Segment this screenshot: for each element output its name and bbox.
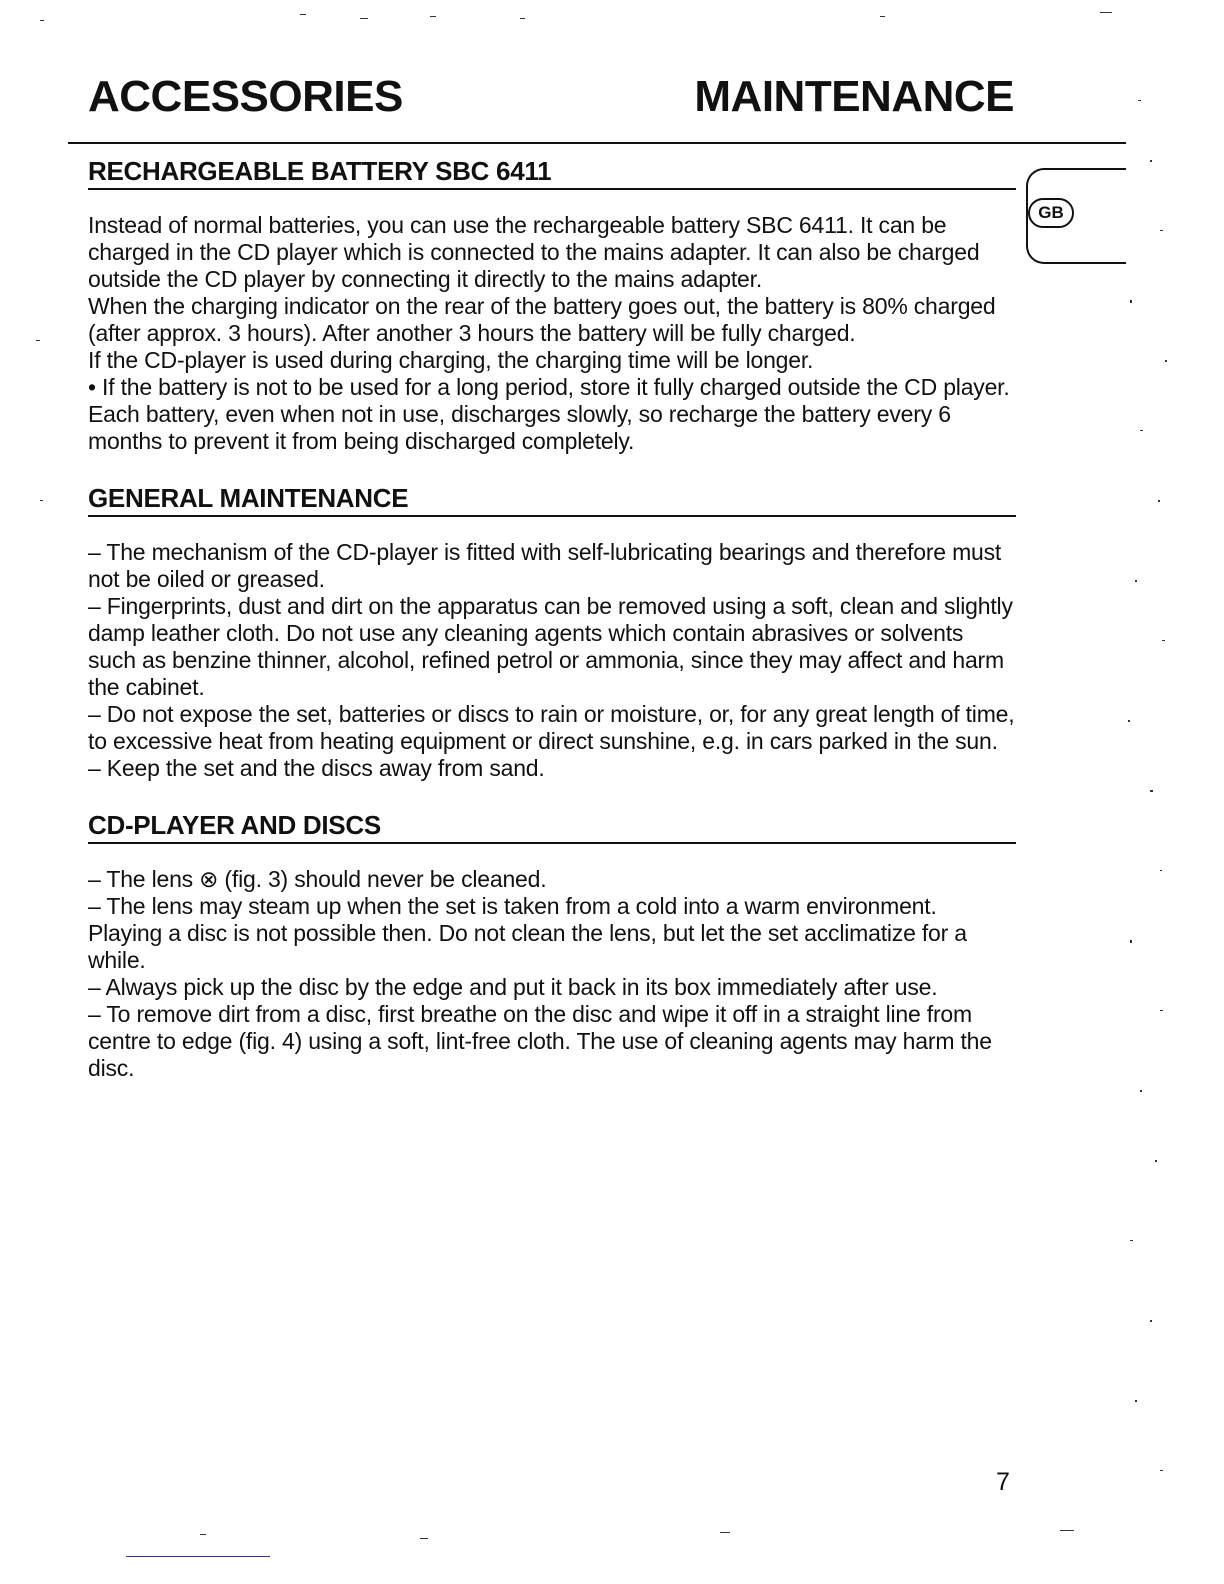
header-accessories: ACCESSORIES [88, 72, 403, 121]
section-heading: GENERAL MAINTENANCE [88, 483, 1016, 517]
list-item: – Always pick up the disc by the edge and put it back in its box immediately after use. [88, 974, 938, 1000]
list-item: – Keep the set and the discs away from sand. [88, 755, 545, 781]
page-number: 7 [996, 1468, 1010, 1496]
language-badge: GB [1028, 198, 1074, 228]
list-item: – The mechanism of the CD-player is fitted with self-lubricating bearings and therefore must not be oiled or greased. [88, 539, 1002, 592]
section-heading: CD-PLAYER AND DISCS [88, 810, 1016, 844]
bullet-paragraph: • If the battery is not to be used for a long period, store it fully charged outside the CD player. Each battery, even when not in use, discharges slowly, so recharge the battery every 6 months to prevent it from being discharged completely. [88, 374, 1010, 454]
list-item: – The lens may steam up when the set is taken from a cold into a warm environment. Playing a disc is not possible then. Do not clean the lens, but let the set acclimatize for a while. [88, 893, 967, 973]
list-item: – Do not expose the set, batteries or discs to rain or moisture, or, for any great length of time, to excessive heat from heating equipment or direct sunshine, e.g. in cars parked in the sun. [88, 701, 1015, 754]
list-item: – The lens ⊗ (fig. 3) should never be cleaned. [88, 866, 547, 892]
paragraph: When the charging indicator on the rear of the battery goes out, the battery is 80% charged (after approx. 3 hours). After another 3 hours the battery will be fully charged. [88, 293, 996, 346]
section-heading: RECHARGEABLE BATTERY SBC 6411 [88, 156, 1016, 190]
header-maintenance: MAINTENANCE [694, 72, 1014, 121]
scan-specks [36, 12, 1167, 1539]
paragraph: If the CD-player is used during charging, the charging time will be longer. [88, 347, 814, 373]
list-item: – Fingerprints, dust and dirt on the apparatus can be removed using a soft, clean and slightly damp leather cloth. Do not use any cleaning agents which contain abrasives or solvents such as benzine thinner, alcohol, refined petrol or ammonia, since they may affect and harm the cabinet. [88, 593, 1013, 700]
list-item: – To remove dirt from a disc, first breathe on the disc and wipe it off in a straight line from centre to edge (fig. 4) using a soft, lint-free cloth. The use of cleaning agents may harm the disc. [88, 1001, 992, 1081]
paragraph: Instead of normal batteries, you can use the rechargeable battery SBC 6411. It can be charged in the CD player which is connected to the mains adapter. It can also be charged outside the CD player by connecting it directly to the mains adapter. [88, 212, 980, 292]
